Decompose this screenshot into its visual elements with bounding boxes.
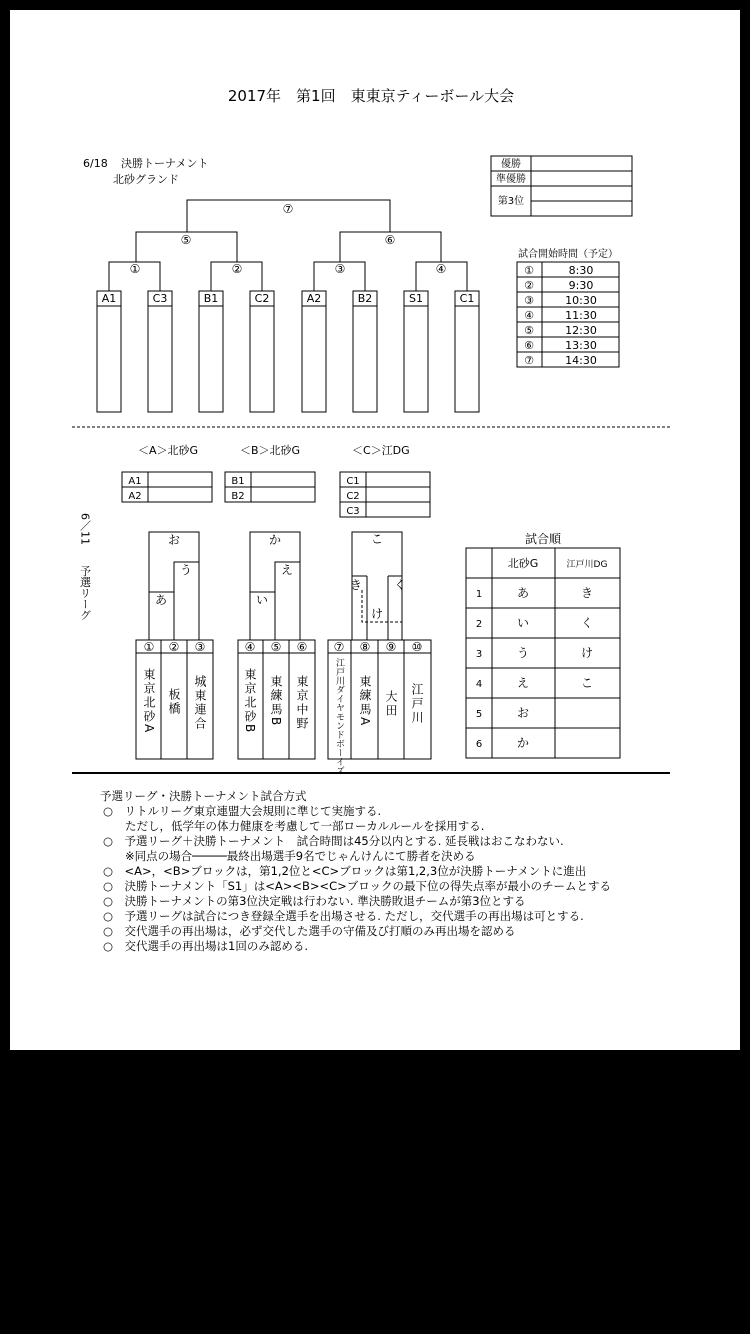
team-number: ⑧ — [359, 640, 371, 654]
game-number: ① — [129, 262, 141, 276]
game-number: ③ — [334, 262, 346, 276]
block-rank-tables — [122, 472, 430, 517]
slot-label: C1 — [459, 292, 475, 305]
rule-line: ただし，低学年の体力健康を考慮して一部ローカルルールを採用する. — [125, 819, 485, 833]
rank-label: B2 — [231, 491, 245, 502]
order-number: 2 — [475, 619, 483, 630]
order-number: 4 — [475, 679, 483, 690]
rank-label: A2 — [128, 491, 142, 502]
result-label: 準優勝 — [496, 174, 526, 185]
order-number: 3 — [475, 649, 483, 660]
team-name: 東京中野 — [295, 675, 309, 731]
team-number: ④ — [244, 640, 256, 654]
rule-line: ○ <A>，<B>ブロックは，第1,2位と<C>ブロックは第1,2,3位が決勝トーナメントに進出 — [103, 864, 587, 878]
final-label: 決勝トーナメント — [121, 157, 209, 170]
schedule-time: 14:30 — [565, 354, 597, 367]
team-number: ⑤ — [270, 640, 282, 654]
schedule-game: ③ — [524, 294, 534, 307]
match-label: こ — [370, 532, 384, 546]
team-number: ⑨ — [385, 640, 397, 654]
team-name: 東練馬B — [269, 675, 283, 728]
slot-label: B1 — [203, 292, 219, 305]
order-cell: あ — [516, 586, 530, 600]
game-order-table — [466, 531, 620, 758]
order-cell: き — [580, 586, 594, 600]
slot-label: C2 — [254, 292, 270, 305]
rule-line: ○ 予選リーグは試合につき登録全選手を出場させる. ただし，交代選手の再出場は可とする. — [103, 909, 584, 923]
prelim-label: 予選リーグ — [78, 565, 92, 621]
order-cell: い — [516, 616, 530, 630]
slot-label: A1 — [101, 292, 117, 305]
rank-label: C1 — [346, 476, 360, 487]
rank-label: C2 — [346, 491, 360, 502]
rank-label: C3 — [346, 506, 360, 517]
tournament-drawing — [10, 10, 740, 1050]
schedule-game: ① — [524, 264, 534, 277]
match-label: お — [167, 533, 181, 547]
block-name: ＜C＞江DG — [352, 444, 410, 457]
order-cell: こ — [580, 676, 594, 690]
team-number: ⑩ — [411, 640, 423, 654]
team-name: 大田 — [384, 690, 398, 718]
rule-line: ○ 決勝トーナメントの第3位決定戦は行わない. 準決勝敗退チームが第3位とする — [103, 894, 526, 908]
order-title: 試合順 — [524, 532, 562, 546]
rule-line: ○ 交代選手の再出場は，必ず交代した選手の守備及び打順のみ再出場を認める — [103, 924, 516, 938]
schedule-time: 12:30 — [565, 324, 597, 337]
team-number: ③ — [194, 640, 206, 654]
match-label: け — [370, 607, 384, 621]
order-number: 6 — [475, 739, 483, 750]
order-header: 北砂G — [507, 557, 539, 570]
league-lines-c — [350, 532, 406, 640]
final-bracket — [109, 200, 467, 291]
team-number: ② — [168, 640, 180, 654]
rule-line: ○ 決勝トーナメント「S1」は<A><B><C>ブロックの最下位の得失点率が最小のチームとする — [103, 879, 612, 893]
final-date: 6/18 — [83, 157, 108, 170]
league-lines-a — [149, 532, 199, 640]
order-number: 1 — [475, 589, 483, 600]
schedule-time: 11:30 — [565, 309, 597, 322]
order-cell: う — [516, 646, 530, 660]
order-cell: く — [580, 616, 594, 630]
schedule-table — [517, 247, 619, 367]
slot-label: C3 — [152, 292, 168, 305]
final-slots — [97, 291, 479, 412]
slot-label: S1 — [409, 292, 423, 305]
block-name: ＜B＞北砂G — [240, 444, 301, 457]
rules-section — [100, 789, 611, 953]
team-name: 江戸川 — [410, 683, 424, 725]
rule-line: ※同点の場合─────最終出場選手9名でじゃんけんにて勝者を決める — [125, 849, 476, 863]
order-cell: か — [516, 736, 530, 750]
block-name: ＜A＞北砂G — [138, 444, 199, 457]
match-label: え — [280, 563, 294, 577]
team-name: 板橋 — [167, 688, 181, 716]
game-number: ⑥ — [384, 233, 396, 247]
slot-label: A2 — [306, 292, 322, 305]
results-table — [491, 156, 632, 216]
team-number: ⑥ — [296, 640, 308, 654]
match-label: あ — [154, 593, 168, 607]
schedule-time: 10:30 — [565, 294, 597, 307]
order-cell: え — [516, 676, 530, 690]
game-number: ⑦ — [282, 202, 294, 216]
rank-label: A1 — [128, 476, 142, 487]
game-number: ④ — [435, 262, 447, 276]
schedule-time: 8:30 — [568, 264, 594, 277]
schedule-time: 9:30 — [568, 279, 594, 292]
league-lines-b — [250, 532, 300, 640]
team-name: 江戸川ダイヤモンドボーイズ — [334, 658, 344, 775]
team-name: 東京北砂A — [142, 668, 156, 735]
team-number: ⑦ — [333, 640, 345, 654]
rank-label: B1 — [231, 476, 245, 487]
match-label: か — [268, 533, 282, 547]
match-label: く — [393, 578, 407, 592]
rule-line: ○ 予選リーグ＋決勝トーナメント 試合時間は45分以内とする. 延長戦はおこなわない. — [103, 834, 564, 848]
team-name: 東京北砂B — [243, 668, 257, 735]
schedule-game: ⑦ — [524, 354, 534, 367]
page-title: 2017年 第1回 東東京ティーボール大会 — [227, 87, 515, 105]
team-name: 東練馬A — [358, 675, 372, 728]
order-cell: け — [580, 646, 594, 660]
tournament-sheet — [10, 10, 740, 1050]
prelim-side-label — [79, 513, 92, 621]
schedule-title: 試合開始時間（予定） — [518, 249, 618, 260]
match-label: い — [255, 593, 269, 607]
game-number: ② — [231, 262, 243, 276]
prelim-date: 6／11 — [78, 513, 92, 545]
slot-label: B2 — [357, 292, 373, 305]
schedule-game: ⑤ — [524, 324, 534, 337]
rules-heading: 予選リーグ・決勝トーナメント試合方式 — [100, 789, 307, 803]
team-number: ① — [143, 640, 155, 654]
order-header: 江戸川DG — [566, 560, 608, 570]
game-number: ⑤ — [180, 233, 192, 247]
schedule-time: 13:30 — [565, 339, 597, 352]
rule-line: ○ 交代選手の再出場は1回のみ認める. — [103, 939, 309, 953]
schedule-game: ⑥ — [524, 339, 534, 352]
team-name: 城東連合 — [193, 675, 207, 731]
rule-line: ○ リトルリーグ東京連盟大会規則に準じて実施する. — [103, 804, 382, 818]
schedule-game: ② — [524, 279, 534, 292]
schedule-game: ④ — [524, 309, 534, 322]
order-number: 5 — [475, 709, 483, 720]
match-label: き — [349, 578, 363, 592]
match-label: う — [179, 563, 193, 577]
result-label: 第3位 — [497, 196, 525, 207]
order-cell: お — [516, 706, 530, 720]
result-label: 優勝 — [501, 159, 521, 170]
final-venue: 北砂グランド — [113, 173, 179, 186]
